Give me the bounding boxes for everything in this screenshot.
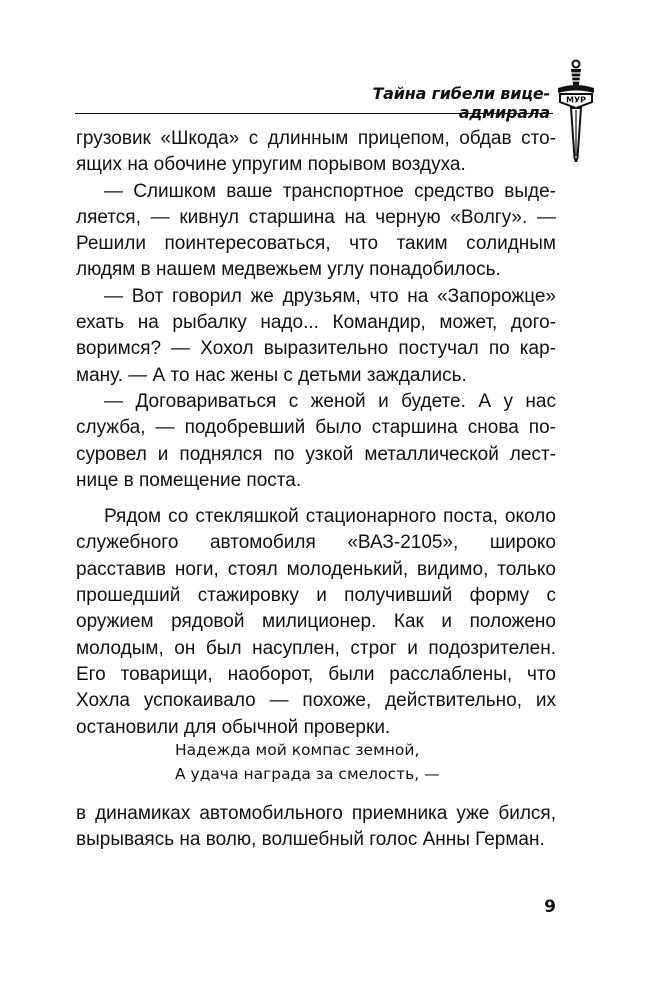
paragraph: — Вот говорил же друзьям, что на «Запорожце» ехать на рыбалку надо... Командир, может, договоримся? — Хохол выразительно постучал по карману. — А то нас жены с детьми заждались. [76, 285, 556, 386]
poem-line: Надежда мой компас земной, [175, 741, 420, 759]
body-text [76, 126, 556, 741]
paragraph: грузовик «Шкода» с длинным прицепом, обдав стоящих на обочине упругим порывом воздуха. [76, 128, 556, 176]
page-number: 9 [544, 897, 556, 917]
paragraph: — Договариваться с женой и будете. А у нас служба, — подобревший было старшина снова посуровел и поднялся по узкой металлической лестнице в помещение поста. [76, 390, 556, 491]
header-rule [75, 113, 553, 114]
poem-quote [175, 738, 535, 786]
logo-text: МУР [566, 95, 586, 105]
paragraph: в динамиках автомобильного приемника уже бился, вырываясь на волю, волшебный голос Анны Герман. [76, 803, 556, 851]
poem-line: А удача награда за смелость, — [175, 765, 440, 783]
paragraph: Рядом со стекляшкой стационарного поста, около служебного автомобиля «ВАЗ-2105», широко расставив ноги, стоял молоденький, видимо, только прошедший стажировку и получивший форму с оружием рядовой милиционер. Как и положено молодым, он был насуплен, строг и подозрителен. Его товарищи, наоборот, были расслаблены, что Хохла успокаивало — похоже, действительно, их остановили для обычной проверки. [76, 506, 556, 738]
mur-dagger-logo-icon [554, 58, 598, 162]
paragraph: — Слишком ваше транспортное средство выделяется, — кивнул старшина на черную «Волгу». — Решили поинтересоваться, что таким солидным людям в нашем медвежьем углу понадобилось. [76, 180, 556, 281]
running-title: Тайна гибели вице-адмирала [372, 84, 550, 122]
closing-text [76, 801, 556, 854]
